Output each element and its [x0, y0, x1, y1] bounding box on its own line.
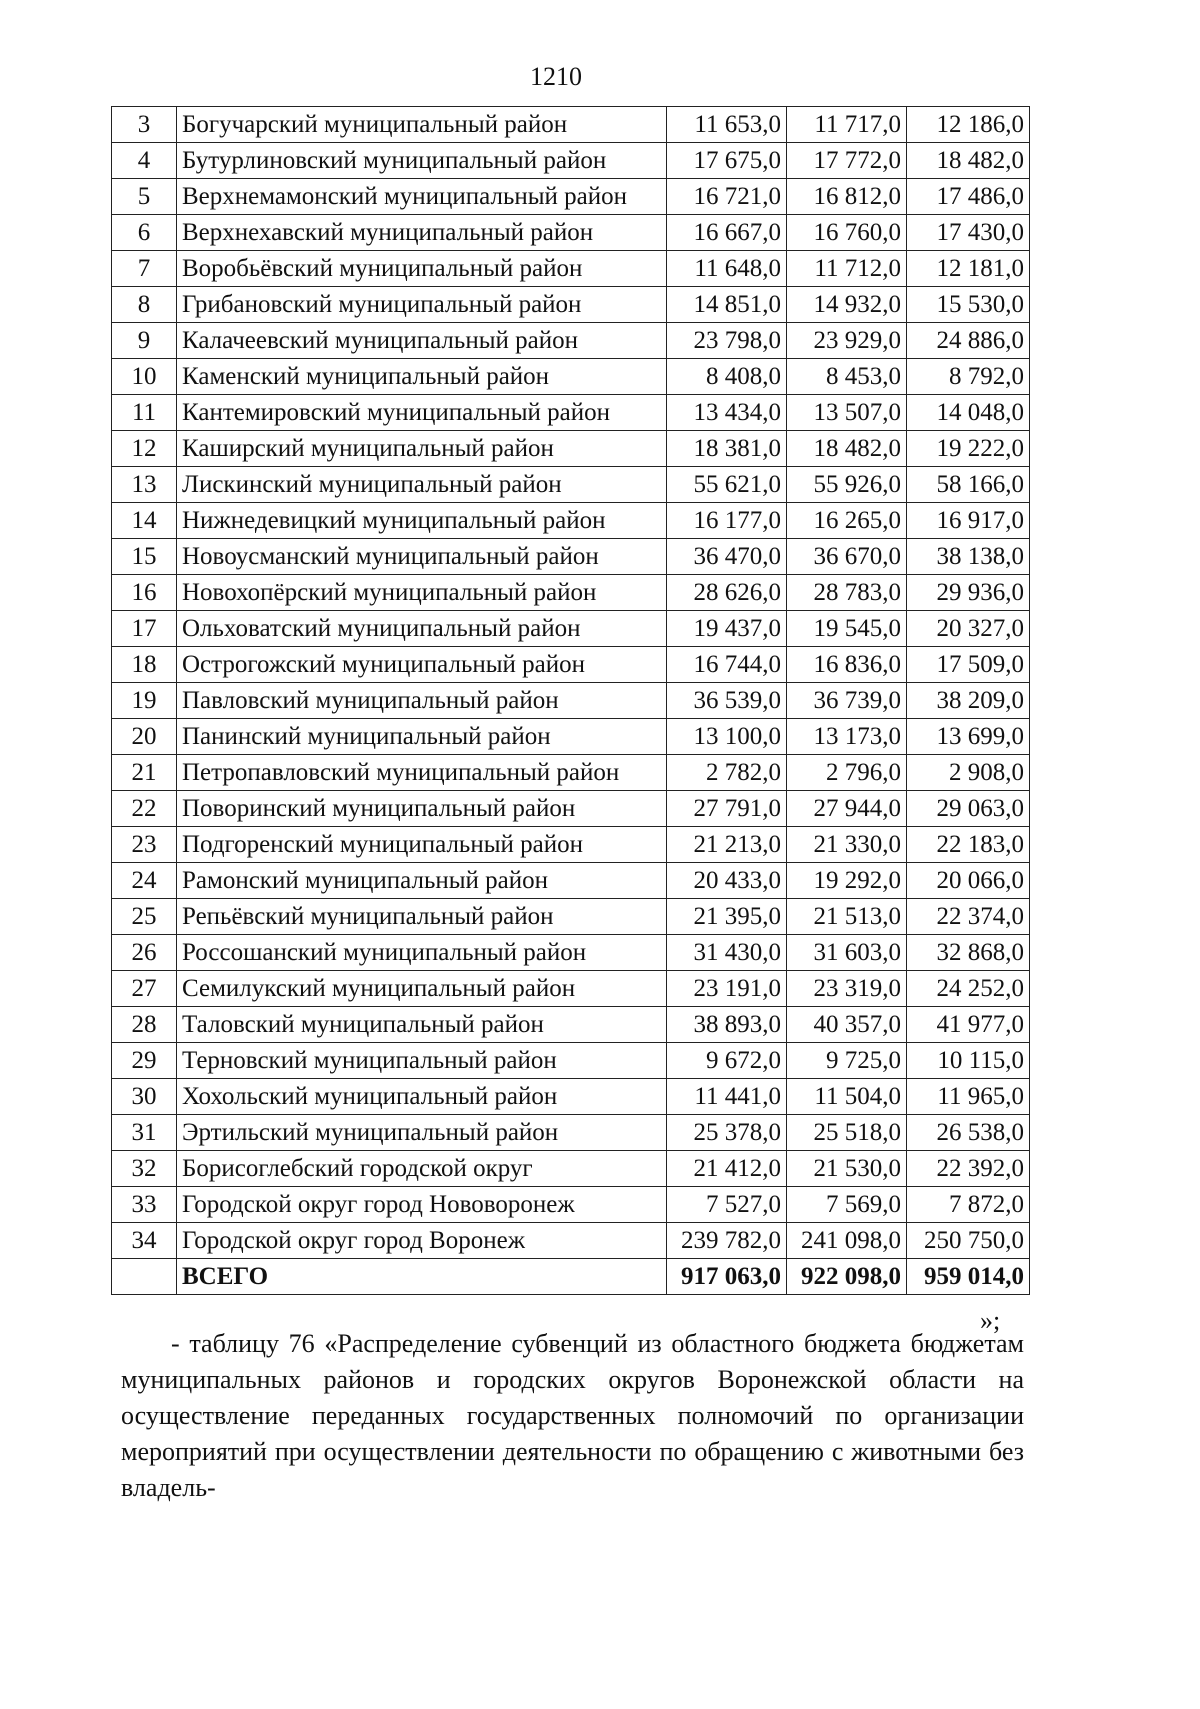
- value-2: 36 739,0: [787, 683, 907, 719]
- value-3: 58 166,0: [907, 467, 1030, 503]
- table-row: [112, 575, 1030, 611]
- value-1: 19 437,0: [667, 611, 787, 647]
- district-name: Лискинский муниципальный район: [177, 467, 667, 503]
- row-number: 3: [112, 107, 177, 143]
- row-number: 5: [112, 179, 177, 215]
- row-number: 32: [112, 1151, 177, 1187]
- value-1: 16 667,0: [667, 215, 787, 251]
- row-number: 16: [112, 575, 177, 611]
- value-3: 19 222,0: [907, 431, 1030, 467]
- district-name: Городской округ город Нововоронеж: [177, 1187, 667, 1223]
- value-2: 2 796,0: [787, 755, 907, 791]
- row-number: 21: [112, 755, 177, 791]
- closing-quote: »;: [980, 1306, 1001, 1335]
- value-3: 16 917,0: [907, 503, 1030, 539]
- row-number: 11: [112, 395, 177, 431]
- total-row: [112, 1259, 1030, 1295]
- value-3: 29 936,0: [907, 575, 1030, 611]
- value-1: 21 213,0: [667, 827, 787, 863]
- value-1: 20 433,0: [667, 863, 787, 899]
- value-2: 241 098,0: [787, 1223, 907, 1259]
- district-name: Верхнемамонский муниципальный район: [177, 179, 667, 215]
- value-1: 25 378,0: [667, 1115, 787, 1151]
- value-1: 31 430,0: [667, 935, 787, 971]
- value-3: 38 209,0: [907, 683, 1030, 719]
- value-2: 23 319,0: [787, 971, 907, 1007]
- value-2: 21 330,0: [787, 827, 907, 863]
- value-2: 16 760,0: [787, 215, 907, 251]
- value-2: 11 712,0: [787, 251, 907, 287]
- row-number: 13: [112, 467, 177, 503]
- row-number: 33: [112, 1187, 177, 1223]
- table-row: [112, 647, 1030, 683]
- district-name: Грибановский муниципальный район: [177, 287, 667, 323]
- value-2: 21 513,0: [787, 899, 907, 935]
- district-name: Подгоренский муниципальный район: [177, 827, 667, 863]
- district-name: Россошанский муниципальный район: [177, 935, 667, 971]
- value-2: 23 929,0: [787, 323, 907, 359]
- row-number: 12: [112, 431, 177, 467]
- value-2: 55 926,0: [787, 467, 907, 503]
- district-name: Новохопёрский муниципальный район: [177, 575, 667, 611]
- district-name: Терновский муниципальный район: [177, 1043, 667, 1079]
- table-row: [112, 791, 1030, 827]
- district-name: Каширский муниципальный район: [177, 431, 667, 467]
- table-row: [112, 323, 1030, 359]
- table-row: [112, 431, 1030, 467]
- value-1: 36 470,0: [667, 539, 787, 575]
- value-3: 12 186,0: [907, 107, 1030, 143]
- value-3: 250 750,0: [907, 1223, 1030, 1259]
- row-number: 24: [112, 863, 177, 899]
- value-1: 23 191,0: [667, 971, 787, 1007]
- table-row: [112, 251, 1030, 287]
- row-number: 30: [112, 1079, 177, 1115]
- row-number: 4: [112, 143, 177, 179]
- value-2: 36 670,0: [787, 539, 907, 575]
- value-1: 13 100,0: [667, 719, 787, 755]
- value-2: 16 812,0: [787, 179, 907, 215]
- row-number: 15: [112, 539, 177, 575]
- value-3: 22 392,0: [907, 1151, 1030, 1187]
- value-1: 23 798,0: [667, 323, 787, 359]
- value-3: 12 181,0: [907, 251, 1030, 287]
- value-1: 27 791,0: [667, 791, 787, 827]
- value-2: 21 530,0: [787, 1151, 907, 1187]
- district-name: Павловский муниципальный район: [177, 683, 667, 719]
- district-name: Кантемировский муниципальный район: [177, 395, 667, 431]
- value-3: 38 138,0: [907, 539, 1030, 575]
- table-row: [112, 935, 1030, 971]
- body-paragraph: - таблицу 76 «Распределение субвенций из областного бюджета бюджетам муниципальных районов и городских округов Воронежской области на осуществление переданных государственных полномочий по организации мероприятий при осуществлении деятельности по обращению с животными без владель-: [121, 1329, 1024, 1502]
- row-number: 23: [112, 827, 177, 863]
- value-1: 16 744,0: [667, 647, 787, 683]
- value-3: 22 183,0: [907, 827, 1030, 863]
- value-2: 13 173,0: [787, 719, 907, 755]
- district-name: Нижнедевицкий муниципальный район: [177, 503, 667, 539]
- district-name: Эртильский муниципальный район: [177, 1115, 667, 1151]
- row-number: 6: [112, 215, 177, 251]
- value-3: 14 048,0: [907, 395, 1030, 431]
- value-3: 32 868,0: [907, 935, 1030, 971]
- value-1: 16 721,0: [667, 179, 787, 215]
- row-number: 27: [112, 971, 177, 1007]
- value-2: 16 836,0: [787, 647, 907, 683]
- value-2: 25 518,0: [787, 1115, 907, 1151]
- district-name: Панинский муниципальный район: [177, 719, 667, 755]
- table-row: [112, 215, 1030, 251]
- value-2: 7 569,0: [787, 1187, 907, 1223]
- value-2: 17 772,0: [787, 143, 907, 179]
- value-3: 18 482,0: [907, 143, 1030, 179]
- row-number: 34: [112, 1223, 177, 1259]
- row-number: 31: [112, 1115, 177, 1151]
- value-1: 14 851,0: [667, 287, 787, 323]
- table-row: [112, 755, 1030, 791]
- value-2: 16 265,0: [787, 503, 907, 539]
- table-row: [112, 611, 1030, 647]
- table-row: [112, 179, 1030, 215]
- district-name: Хохольский муниципальный район: [177, 1079, 667, 1115]
- row-number: 8: [112, 287, 177, 323]
- table-row: [112, 467, 1030, 503]
- table-row: [112, 1151, 1030, 1187]
- table-row: [112, 1043, 1030, 1079]
- value-1: 21 395,0: [667, 899, 787, 935]
- value-3: 10 115,0: [907, 1043, 1030, 1079]
- value-3: 26 538,0: [907, 1115, 1030, 1151]
- table-row: [112, 1223, 1030, 1259]
- row-number: 28: [112, 1007, 177, 1043]
- district-name: Семилукский муниципальный район: [177, 971, 667, 1007]
- value-2: 8 453,0: [787, 359, 907, 395]
- value-3: 13 699,0: [907, 719, 1030, 755]
- value-3: 41 977,0: [907, 1007, 1030, 1043]
- table-row: [112, 1079, 1030, 1115]
- row-number: 18: [112, 647, 177, 683]
- value-2: 18 482,0: [787, 431, 907, 467]
- table-row: [112, 899, 1030, 935]
- table-row: [112, 1115, 1030, 1151]
- value-2: 9 725,0: [787, 1043, 907, 1079]
- table-row: [112, 1187, 1030, 1223]
- value-3: 11 965,0: [907, 1079, 1030, 1115]
- subvention-table: [111, 106, 1030, 1295]
- value-3: 7 872,0: [907, 1187, 1030, 1223]
- row-number: 7: [112, 251, 177, 287]
- district-name: Репьёвский муниципальный район: [177, 899, 667, 935]
- row-number: 20: [112, 719, 177, 755]
- value-3: 24 886,0: [907, 323, 1030, 359]
- value-3: 24 252,0: [907, 971, 1030, 1007]
- district-name: Таловский муниципальный район: [177, 1007, 667, 1043]
- total-value-3: 959 014,0: [907, 1259, 1030, 1295]
- value-1: 21 412,0: [667, 1151, 787, 1187]
- value-3: 2 908,0: [907, 755, 1030, 791]
- table-row: [112, 863, 1030, 899]
- value-3: 20 066,0: [907, 863, 1030, 899]
- value-1: 16 177,0: [667, 503, 787, 539]
- district-name: Рамонский муниципальный район: [177, 863, 667, 899]
- table-row: [112, 143, 1030, 179]
- row-number: 25: [112, 899, 177, 935]
- district-name: Борисоглебский городской округ: [177, 1151, 667, 1187]
- value-3: 8 792,0: [907, 359, 1030, 395]
- value-1: 28 626,0: [667, 575, 787, 611]
- total-label: ВСЕГО: [177, 1259, 667, 1295]
- value-3: 17 430,0: [907, 215, 1030, 251]
- total-value-2: 922 098,0: [787, 1259, 907, 1295]
- value-3: 15 530,0: [907, 287, 1030, 323]
- value-1: 11 653,0: [667, 107, 787, 143]
- district-name: Новоусманский муниципальный район: [177, 539, 667, 575]
- row-number: 10: [112, 359, 177, 395]
- value-3: 22 374,0: [907, 899, 1030, 935]
- row-number: 14: [112, 503, 177, 539]
- value-2: 19 292,0: [787, 863, 907, 899]
- row-number: 19: [112, 683, 177, 719]
- table-row: [112, 683, 1030, 719]
- table-body: [112, 107, 1030, 1259]
- district-name: Городской округ город Воронеж: [177, 1223, 667, 1259]
- table-row: [112, 107, 1030, 143]
- value-1: 11 648,0: [667, 251, 787, 287]
- table-row: [112, 395, 1030, 431]
- district-name: Калачеевский муниципальный район: [177, 323, 667, 359]
- table-row: [112, 971, 1030, 1007]
- value-1: 9 672,0: [667, 1043, 787, 1079]
- value-2: 19 545,0: [787, 611, 907, 647]
- value-2: 40 357,0: [787, 1007, 907, 1043]
- value-1: 18 381,0: [667, 431, 787, 467]
- total-num-cell: [112, 1259, 177, 1295]
- district-name: Богучарский муниципальный район: [177, 107, 667, 143]
- district-name: Ольховатский муниципальный район: [177, 611, 667, 647]
- value-3: 20 327,0: [907, 611, 1030, 647]
- total-value-1: 917 063,0: [667, 1259, 787, 1295]
- value-1: 8 408,0: [667, 359, 787, 395]
- value-1: 13 434,0: [667, 395, 787, 431]
- table-row: [112, 287, 1030, 323]
- district-name: Верхнехавский муниципальный район: [177, 215, 667, 251]
- district-name: Петропавловский муниципальный район: [177, 755, 667, 791]
- district-name: Каменский муниципальный район: [177, 359, 667, 395]
- row-number: 26: [112, 935, 177, 971]
- row-number: 9: [112, 323, 177, 359]
- district-name: Острогожский муниципальный район: [177, 647, 667, 683]
- row-number: 17: [112, 611, 177, 647]
- value-3: 17 486,0: [907, 179, 1030, 215]
- table-row: [112, 503, 1030, 539]
- value-2: 13 507,0: [787, 395, 907, 431]
- value-3: 17 509,0: [907, 647, 1030, 683]
- value-2: 11 504,0: [787, 1079, 907, 1115]
- value-1: 7 527,0: [667, 1187, 787, 1223]
- value-1: 38 893,0: [667, 1007, 787, 1043]
- value-2: 14 932,0: [787, 287, 907, 323]
- value-1: 36 539,0: [667, 683, 787, 719]
- district-name: Воробьёвский муниципальный район: [177, 251, 667, 287]
- table-row: [112, 539, 1030, 575]
- value-2: 11 717,0: [787, 107, 907, 143]
- district-name: Бутурлиновский муниципальный район: [177, 143, 667, 179]
- table-row: [112, 359, 1030, 395]
- table-row: [112, 1007, 1030, 1043]
- value-1: 17 675,0: [667, 143, 787, 179]
- district-name: Поворинский муниципальный район: [177, 791, 667, 827]
- row-number: 29: [112, 1043, 177, 1079]
- table-row: [112, 719, 1030, 755]
- value-1: 239 782,0: [667, 1223, 787, 1259]
- value-2: 28 783,0: [787, 575, 907, 611]
- value-1: 55 621,0: [667, 467, 787, 503]
- table-row: [112, 827, 1030, 863]
- page-number: 1210: [530, 62, 582, 91]
- value-1: 2 782,0: [667, 755, 787, 791]
- value-3: 29 063,0: [907, 791, 1030, 827]
- value-2: 31 603,0: [787, 935, 907, 971]
- row-number: 22: [112, 791, 177, 827]
- value-1: 11 441,0: [667, 1079, 787, 1115]
- value-2: 27 944,0: [787, 791, 907, 827]
